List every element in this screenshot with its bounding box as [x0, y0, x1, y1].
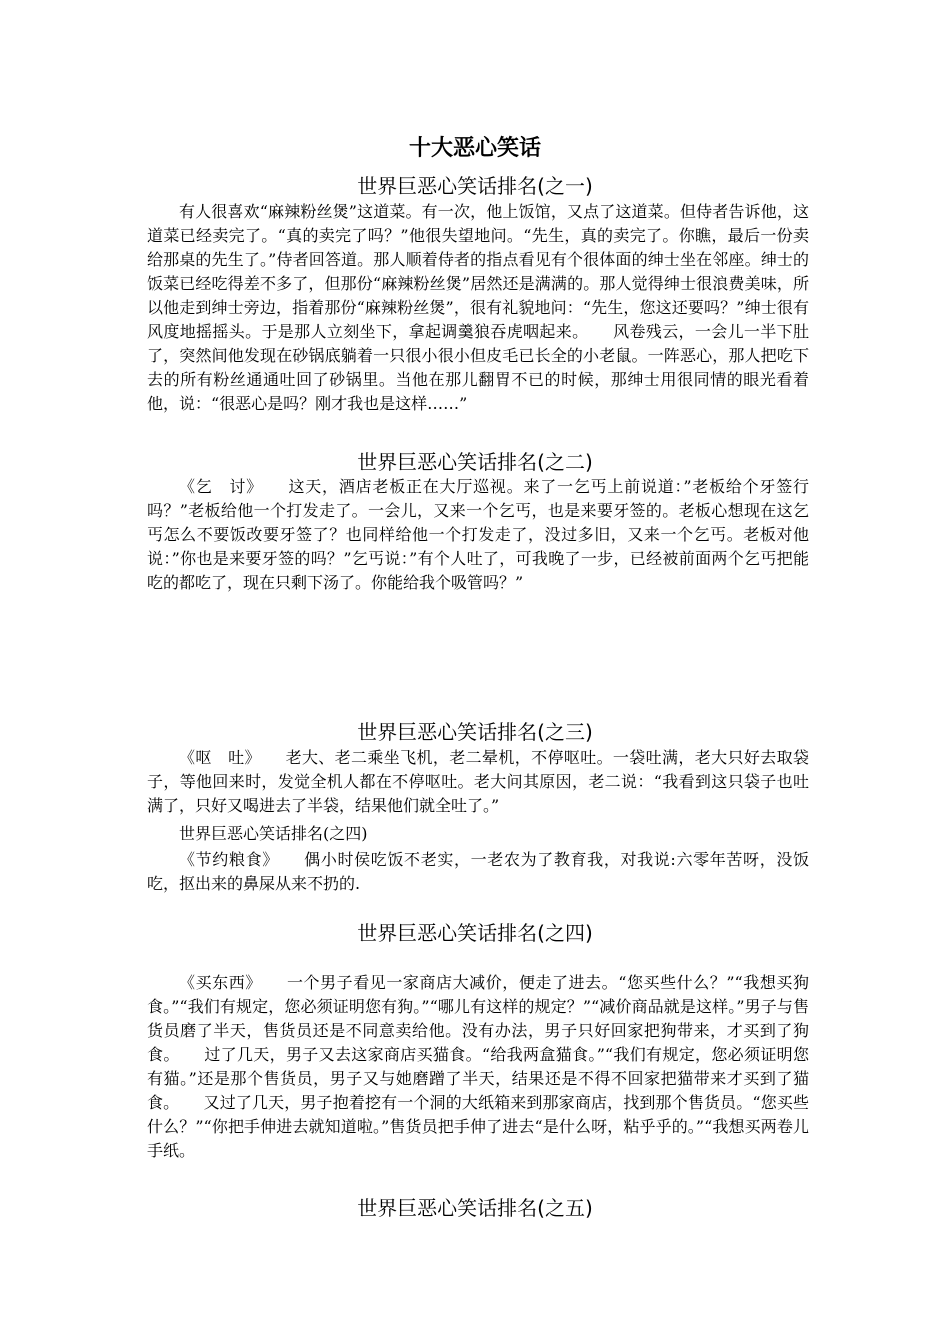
section-4-body: 《买东西》 一个男子看见一家商店大减价，便走了进去。“您买些什么？”“我想买狗食。”“我们有规定，您必须证明您有狗。”“哪儿有这样的规定？”“减价商品就是这样。”男子与售货员磨了半天，售货员还是不同意卖给他。没有办法，男子只好回家把狗带来，才买到了狗食。 过了几天，男子又去这家商店买猫食。“给我两盒猫食。”“我们有规定，您必须证明您有猫。”还是那个售货员，男子又与她磨蹭了半天，结果还是不得不回家把猫带来才买到了猫食。 又过了几天，男子抱着挖有一个洞的大纸箱来到那家商店，找到那个售货员。“您买些什么？”“你把手伸进去就知道啦。”售货员把手伸了进去“是什么呀，粘乎乎的。”“我想买两卷儿手纸。 — [147, 973, 809, 1160]
section-5-heading: 世界巨恶心笑话排名(之五) — [357, 1196, 593, 1220]
section-4-heading: 世界巨恶心笑话排名(之四) — [357, 921, 593, 945]
section-2-body: 《乞 讨》 这天，酒店老板正在大厅巡视。来了一乞丐上前说道：”老板给个牙签行吗？”老板给他一个打发走了。一会儿，又来一个乞丐，也是来要牙签的。老板心想现在这乞丐怎么不要饭改要牙签了？也同样给他一个打发走了，没过多旧，又来一个乞丐。老板对他说：”你也是来要牙签的吗？”乞丐说：”有个人吐了，可我晚了一步，已经被前面两个乞丐把能吃的都吃了，现在只剩下汤了。你能给我个吸管吗？” — [147, 477, 809, 592]
document-title: 十大恶心笑话 — [408, 136, 541, 161]
section-1-body: 有人很喜欢“麻辣粉丝煲”这道菜。有一次，他上饭馆，又点了这道菜。但侍者告诉他，这道菜已经卖完了。“真的卖完了吗？”他很失望地问。“先生，真的卖完了。你瞧，最后一份卖给那桌的先生了。”侍者回答道。那人顺着侍者的指点看见有个很体面的绅士坐在邻座。绅士的饭菜已经吃得差不多了，但那份“麻辣粉丝煲”居然还是满满的。那人觉得绅士很浪费美味，所以他走到绅士旁边，指着那份“麻辣粉丝煲”，很有礼貌地问：“先生，您这还要吗？”绅士很有风度地摇摇头。于是那人立刻坐下，拿起调羹狼吞虎咽起来。 风卷残云，一会儿一半下肚了，突然间他发现在砂锅底躺着一只很小很小但皮毛已长全的小老鼠。一阵恶心，那人把吃下去的所有粉丝通通吐回了砂锅里。当他在那儿翻胃不已的时候，那绅士用很同情的眼光看着他，说：“很恶心是吗？刚才我也是这样……” — [147, 202, 809, 413]
section-2-heading: 世界巨恶心笑话排名(之二) — [357, 450, 593, 474]
section-1-heading: 世界巨恶心笑话排名(之一) — [357, 174, 593, 198]
section-3-heading: 世界巨恶心笑话排名(之三) — [357, 720, 593, 744]
section-3-body2: 《节约粮食》 偶小时侯吃饭不老实，一老农为了教育我，对我说:六零年苦呀，没饭吃，抠出来的鼻屎从来不扔的. — [147, 850, 809, 893]
section-3-subheading: 世界巨恶心笑话排名(之四) — [179, 824, 368, 843]
section-3-body: 《呕 吐》 老大、老二乘坐飞机，老二晕机，不停呕吐。一袋吐满，老大只好去取袋子，等他回来时，发觉全机人都在不停呕吐。老大问其原因，老二说：“我看到这只袋子也吐满了，只好又喝进去了半袋，结果他们就全吐了。” — [147, 748, 809, 815]
